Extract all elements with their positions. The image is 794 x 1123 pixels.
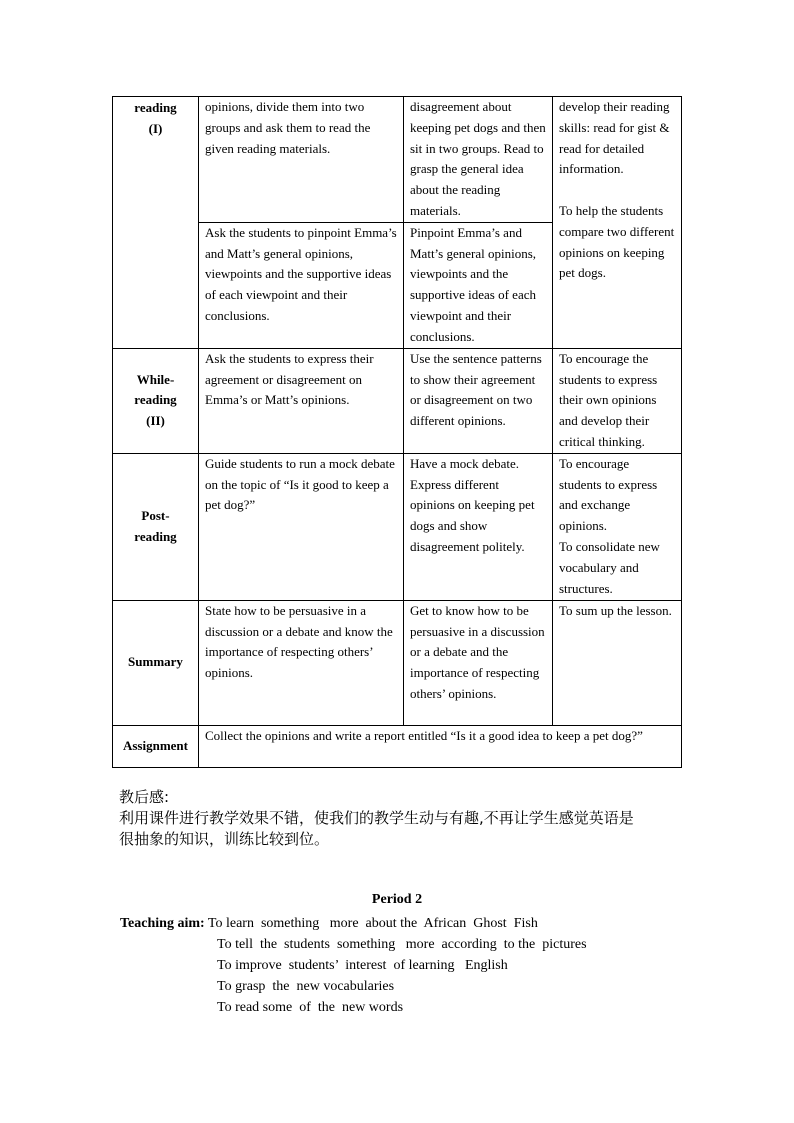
student-activity: Pinpoint Emma’s and Matt’s general opinions, viewpoints and the supportive ideas of each viewpoint and their conclusions. [404,222,553,348]
teacher-activity: Guide students to run a mock debate on the topic of “Is it good to keep a pet dog?” [199,453,404,600]
table-row [113,453,682,600]
stage-label: (I) [148,120,163,136]
stage-assignment: Assignment [113,725,199,767]
period-title: Period 2 [371,892,423,907]
stage-label: Post- [141,507,170,523]
reflection-title: 教后感: [119,788,170,806]
teacher-activity: opinions, divide them into two groups and ask them to read the given reading materials. [199,97,404,223]
teacher-activity: Ask the students to express their agreement or disagreement on Emma’s or Matt’s opinions. [199,348,404,453]
teaching-aim-item: To tell the students something more according to the pictures [217,937,587,952]
stage-label: While- [136,371,175,387]
lesson-plan-table [112,96,682,768]
table-row [113,600,682,725]
teaching-aim-item: To read some of the new words [217,1000,404,1015]
teacher-activity: State how to be persuasive in a discussion or a debate and know the importance of respecting others’ opinions. [199,600,404,725]
stage-while-reading-ii [113,348,199,453]
reflection-line: 很抽象的知识，训练比较到位。 [119,830,330,848]
reflection-line: 利用课件进行教学效果不错，使我们的教学生动与有趣,不再让学生感觉英语是 [119,809,634,827]
teacher-activity: Ask the students to pinpoint Emma’s and Matt’s general opinions, viewpoints and the supportive ideas of each viewpoint and their conclusions. [199,222,404,348]
purpose: To encourage the students to express their own opinions and develop their critical thinking. [553,348,682,453]
stage-summary [113,600,199,725]
student-activity: Get to know how to be persuasive in a discussion or a debate and the importance of respecting others’ opinions. [404,600,553,725]
teaching-aims [120,913,587,1018]
student-activity: Have a mock debate. Express different opinions on keeping pet dogs and show disagreement politely. [404,453,553,600]
assignment-text: Collect the opinions and write a report entitled “Is it a good idea to keep a pet dog?” [199,725,682,767]
teaching-aim-item: To improve students’ interest of learning English [217,958,508,973]
student-activity: Use the sentence patterns to show their agreement or disagreement on two different opinions. [404,348,553,453]
stage-label: reading [134,100,177,115]
table-row [113,97,682,223]
table-row [113,348,682,453]
stage-label: reading [134,392,177,408]
purpose: To sum up the lesson. [553,600,682,725]
stage-label: reading [134,528,177,544]
student-activity: disagreement about keeping pet dogs and then sit in two groups. Read to grasp the general idea about the reading materials. [404,97,553,223]
stage-post-reading [113,453,199,600]
stage-label: (II) [146,413,165,429]
table-row [113,725,682,767]
purpose: develop their reading skills: read for gist & read for detailed information. To help the students compare two different opinions on keeping pet dogs. [553,97,682,349]
teaching-aim-label: Teaching aim: [120,916,205,931]
teaching-aim-item: To learn something more about the African Ghost Fish [207,916,538,931]
purpose: To encourage students to express and exchange opinions. To consolidate new vocabulary and structures. [553,453,682,600]
stage-reading-i [113,97,199,349]
teaching-aim-item: To grasp the new vocabularies [217,979,395,994]
stage-label: Summary [128,654,183,670]
